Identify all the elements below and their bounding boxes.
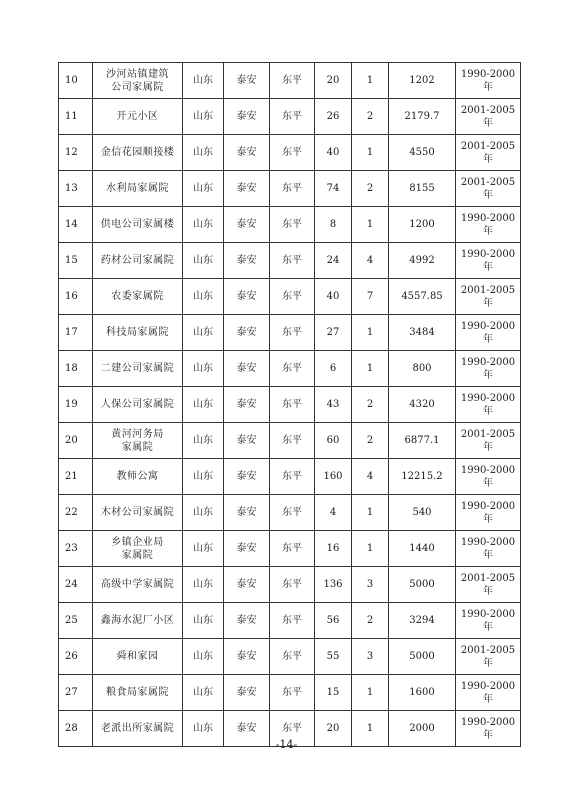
cell-area: 4550: [389, 135, 456, 171]
cell-city: 泰安: [224, 279, 270, 315]
cell-county: 东平: [270, 387, 315, 423]
cell-community-name: 人保公司家属院: [93, 387, 183, 423]
cell-number: 27: [59, 675, 93, 711]
cell-province: 山东: [183, 567, 224, 603]
cell-community-name: 鑫海水泥厂小区: [93, 603, 183, 639]
cell-community-name: [93, 423, 183, 459]
cell-buildings: 4: [352, 243, 389, 279]
cell-buildings: 1: [352, 711, 389, 747]
table-row: [59, 675, 521, 711]
cell-period: 2001-2005 年: [456, 99, 521, 135]
cell-city: 泰安: [224, 351, 270, 387]
cell-number: 23: [59, 531, 93, 567]
cell-period: 1990-2000 年: [456, 63, 521, 99]
cell-city: 泰安: [224, 207, 270, 243]
table-body: [59, 63, 521, 747]
cell-buildings: 1: [352, 495, 389, 531]
cell-province: 山东: [183, 207, 224, 243]
cell-number: 26: [59, 639, 93, 675]
table-row: [59, 603, 521, 639]
cell-buildings: 2: [352, 171, 389, 207]
cell-area: 2179.7: [389, 99, 456, 135]
cell-province: 山东: [183, 279, 224, 315]
table-row: [59, 423, 521, 459]
cell-city: 泰安: [224, 639, 270, 675]
cell-households: 136: [315, 567, 352, 603]
cell-households: 40: [315, 135, 352, 171]
cell-buildings: 1: [352, 351, 389, 387]
cell-county: 东平: [270, 135, 315, 171]
cell-province: 山东: [183, 531, 224, 567]
cell-county: 东平: [270, 675, 315, 711]
cell-city: 泰安: [224, 171, 270, 207]
table-row: [59, 495, 521, 531]
cell-community-name: 木材公司家属院: [93, 495, 183, 531]
cell-county: 东平: [270, 63, 315, 99]
cell-period: 2001-2005 年: [456, 171, 521, 207]
cell-period: 2001-2005 年: [456, 639, 521, 675]
cell-number: 24: [59, 567, 93, 603]
cell-area: 540: [389, 495, 456, 531]
cell-period: 1990-2000 年: [456, 315, 521, 351]
cell-number: 15: [59, 243, 93, 279]
cell-period: 1990-2000 年: [456, 711, 521, 747]
cell-households: 40: [315, 279, 352, 315]
cell-city: 泰安: [224, 243, 270, 279]
cell-period: 1990-2000 年: [456, 603, 521, 639]
cell-number: 25: [59, 603, 93, 639]
cell-period: 1990-2000 年: [456, 351, 521, 387]
table-row: [59, 351, 521, 387]
cell-buildings: 2: [352, 603, 389, 639]
cell-households: 16: [315, 531, 352, 567]
cell-county: 东平: [270, 315, 315, 351]
cell-line: 沙河站镇建筑: [106, 68, 169, 80]
cell-province: 山东: [183, 315, 224, 351]
cell-area: 5000: [389, 639, 456, 675]
cell-community-name: 供电公司家属楼: [93, 207, 183, 243]
cell-period: 1990-2000 年: [456, 243, 521, 279]
cell-area: 1202: [389, 63, 456, 99]
cell-buildings: 1: [352, 63, 389, 99]
cell-buildings: 2: [352, 387, 389, 423]
cell-area: 1440: [389, 531, 456, 567]
cell-province: 山东: [183, 603, 224, 639]
cell-city: 泰安: [224, 135, 270, 171]
cell-province: 山东: [183, 495, 224, 531]
cell-community-name: [93, 63, 183, 99]
cell-households: 8: [315, 207, 352, 243]
cell-period: 1990-2000 年: [456, 207, 521, 243]
cell-community-name: 舜和家园: [93, 639, 183, 675]
cell-community-name: 高级中学家属院: [93, 567, 183, 603]
cell-buildings: 3: [352, 567, 389, 603]
cell-county: 东平: [270, 99, 315, 135]
cell-number: 12: [59, 135, 93, 171]
cell-province: 山东: [183, 639, 224, 675]
cell-county: 东平: [270, 603, 315, 639]
cell-province: 山东: [183, 135, 224, 171]
cell-period: 2001-2005 年: [456, 423, 521, 459]
cell-households: 74: [315, 171, 352, 207]
cell-community-name: 二建公司家属院: [93, 351, 183, 387]
cell-number: 18: [59, 351, 93, 387]
cell-community-name: 农委家属院: [93, 279, 183, 315]
table-row: [59, 387, 521, 423]
cell-number: 13: [59, 171, 93, 207]
table-row: [59, 279, 521, 315]
cell-community-name: 水利局家属院: [93, 171, 183, 207]
cell-city: 泰安: [224, 675, 270, 711]
cell-period: 2001-2005 年: [456, 135, 521, 171]
cell-number: 10: [59, 63, 93, 99]
cell-area: 3294: [389, 603, 456, 639]
cell-households: 15: [315, 675, 352, 711]
cell-area: 5000: [389, 567, 456, 603]
cell-city: 泰安: [224, 387, 270, 423]
community-table: [58, 62, 521, 747]
cell-area: 1600: [389, 675, 456, 711]
cell-city: 泰安: [224, 423, 270, 459]
cell-period: 2001-2005 年: [456, 567, 521, 603]
cell-line: 家属院: [121, 549, 154, 561]
cell-line: 家属院: [121, 441, 154, 453]
cell-province: 山东: [183, 675, 224, 711]
cell-county: 东平: [270, 459, 315, 495]
cell-area: 6877.1: [389, 423, 456, 459]
cell-buildings: 1: [352, 315, 389, 351]
cell-households: 43: [315, 387, 352, 423]
cell-period: 1990-2000 年: [456, 387, 521, 423]
table-row: [59, 639, 521, 675]
cell-city: 泰安: [224, 495, 270, 531]
cell-number: 28: [59, 711, 93, 747]
cell-households: 56: [315, 603, 352, 639]
cell-county: 东平: [270, 243, 315, 279]
cell-community-name: 粮食局家属院: [93, 675, 183, 711]
cell-area: 8155: [389, 171, 456, 207]
table-row: [59, 63, 521, 99]
cell-period: 1990-2000 年: [456, 459, 521, 495]
cell-buildings: 1: [352, 135, 389, 171]
cell-community-name: 老派出所家属院: [93, 711, 183, 747]
cell-buildings: 7: [352, 279, 389, 315]
cell-number: 22: [59, 495, 93, 531]
cell-province: 山东: [183, 459, 224, 495]
cell-county: 东平: [270, 423, 315, 459]
cell-households: 27: [315, 315, 352, 351]
cell-province: 山东: [183, 387, 224, 423]
cell-county: 东平: [270, 351, 315, 387]
cell-area: 3484: [389, 315, 456, 351]
cell-number: 16: [59, 279, 93, 315]
cell-period: 1990-2000 年: [456, 531, 521, 567]
table-row: [59, 567, 521, 603]
cell-city: 泰安: [224, 99, 270, 135]
cell-number: 21: [59, 459, 93, 495]
cell-number: 20: [59, 423, 93, 459]
table-row: [59, 459, 521, 495]
cell-period: 1990-2000 年: [456, 495, 521, 531]
cell-households: 6: [315, 351, 352, 387]
table-row: [59, 171, 521, 207]
cell-households: 20: [315, 711, 352, 747]
table-row: [59, 135, 521, 171]
table-row: [59, 207, 521, 243]
cell-buildings: 3: [352, 639, 389, 675]
cell-number: 17: [59, 315, 93, 351]
cell-county: 东平: [270, 279, 315, 315]
cell-province: 山东: [183, 351, 224, 387]
cell-buildings: 1: [352, 531, 389, 567]
cell-community-name: [93, 531, 183, 567]
cell-households: 4: [315, 495, 352, 531]
cell-buildings: 4: [352, 459, 389, 495]
cell-area: 4557.85: [389, 279, 456, 315]
cell-area: 1200: [389, 207, 456, 243]
table-row: [59, 531, 521, 567]
cell-buildings: 1: [352, 675, 389, 711]
cell-buildings: 2: [352, 423, 389, 459]
cell-households: 26: [315, 99, 352, 135]
cell-province: 山东: [183, 423, 224, 459]
cell-county: 东平: [270, 711, 315, 747]
cell-number: 19: [59, 387, 93, 423]
cell-county: 东平: [270, 639, 315, 675]
cell-households: 160: [315, 459, 352, 495]
cell-number: 11: [59, 99, 93, 135]
cell-area: 2000: [389, 711, 456, 747]
cell-province: 山东: [183, 99, 224, 135]
cell-city: 泰安: [224, 531, 270, 567]
cell-province: 山东: [183, 63, 224, 99]
cell-county: 东平: [270, 171, 315, 207]
cell-community-name: 开元小区: [93, 99, 183, 135]
table-row: [59, 243, 521, 279]
cell-households: 24: [315, 243, 352, 279]
cell-province: 山东: [183, 171, 224, 207]
cell-line: 乡镇企业局: [111, 536, 164, 548]
cell-city: 泰安: [224, 567, 270, 603]
cell-households: 20: [315, 63, 352, 99]
cell-county: 东平: [270, 531, 315, 567]
cell-province: 山东: [183, 243, 224, 279]
cell-city: 泰安: [224, 459, 270, 495]
page-number: -14-: [275, 738, 298, 751]
cell-city: 泰安: [224, 63, 270, 99]
cell-line: 黄河河务局: [111, 428, 164, 440]
cell-county: 东平: [270, 207, 315, 243]
cell-line: 公司家属院: [111, 81, 164, 93]
cell-buildings: 2: [352, 99, 389, 135]
cell-province: 山东: [183, 711, 224, 747]
cell-households: 60: [315, 423, 352, 459]
cell-buildings: 1: [352, 207, 389, 243]
cell-period: 1990-2000 年: [456, 675, 521, 711]
cell-area: 4992: [389, 243, 456, 279]
cell-households: 55: [315, 639, 352, 675]
cell-area: 12215.2: [389, 459, 456, 495]
cell-community-name: 科技局家属院: [93, 315, 183, 351]
cell-city: 泰安: [224, 315, 270, 351]
cell-community-name: 教师公寓: [93, 459, 183, 495]
table-row: [59, 315, 521, 351]
cell-number: 14: [59, 207, 93, 243]
cell-community-name: 药材公司家属院: [93, 243, 183, 279]
cell-period: 2001-2005 年: [456, 279, 521, 315]
cell-county: 东平: [270, 495, 315, 531]
cell-city: 泰安: [224, 603, 270, 639]
cell-area: 4320: [389, 387, 456, 423]
cell-county: 东平: [270, 567, 315, 603]
cell-community-name: 金信花园顺接楼: [93, 135, 183, 171]
table-row: [59, 99, 521, 135]
cell-area: 800: [389, 351, 456, 387]
cell-city: 泰安: [224, 711, 270, 747]
